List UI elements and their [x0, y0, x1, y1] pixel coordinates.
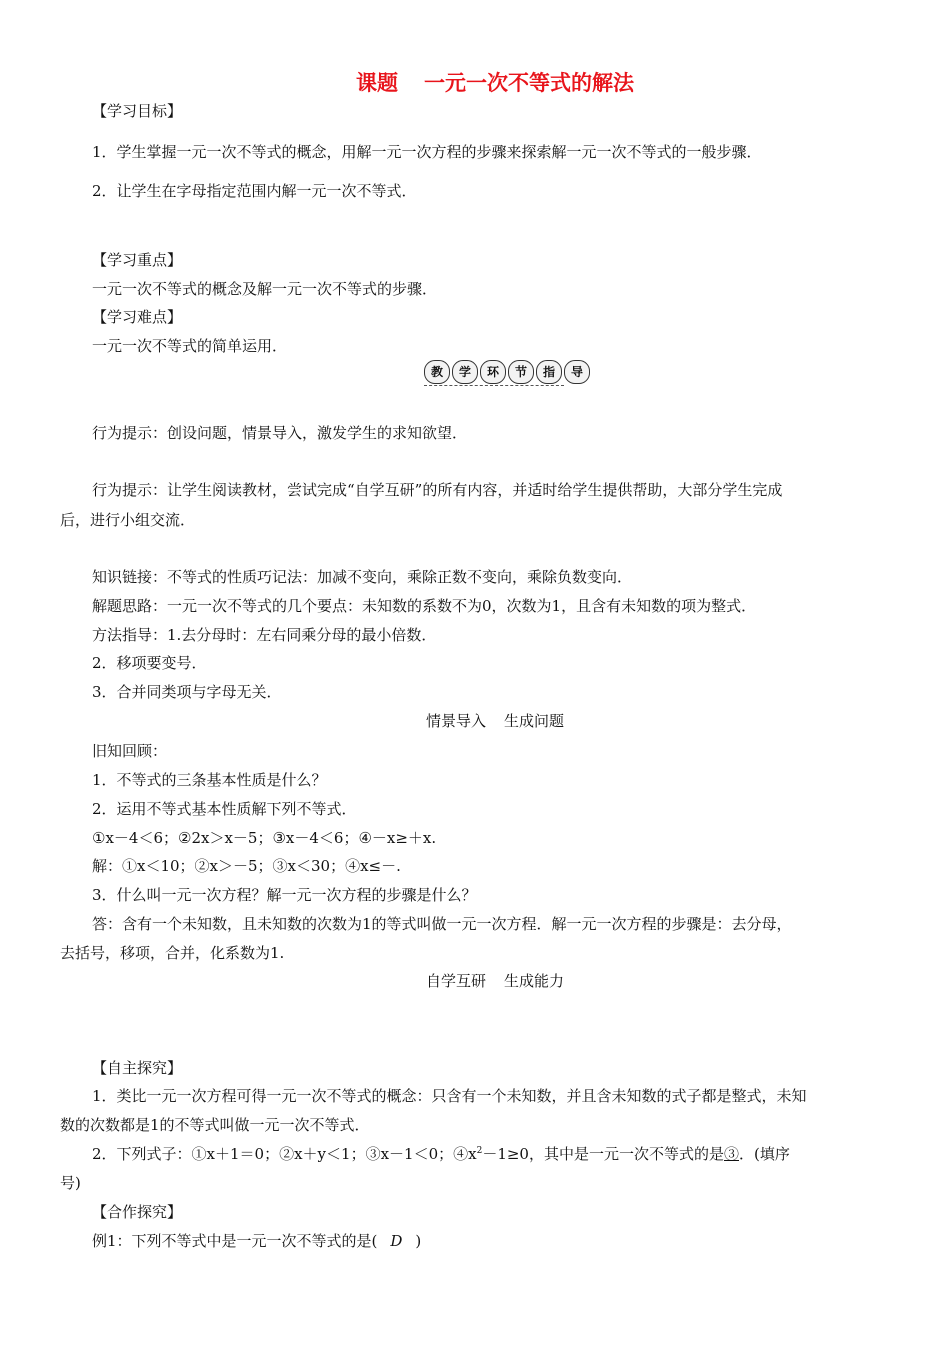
key-points-heading: 【学习重点】: [92, 251, 183, 269]
answer-blank: ③: [723, 1145, 739, 1163]
objectives-heading: 【学习目标】: [92, 102, 183, 120]
review-heading: 旧知回顾：: [92, 742, 168, 760]
review-q1: 1．不等式的三条基本性质是什么？: [92, 771, 327, 789]
section-heading-2: 自学互研 生成能力: [425, 972, 565, 990]
example-answer: D: [390, 1232, 403, 1250]
explore-p2-line-1: 2．下列式子：①x＋1＝0；②x＋y＜1；③x－1＜0；$④x^2-1\ge 0$，其中是一元一次不等式的是③．(填序: [92, 1145, 790, 1163]
banner-char: 指: [536, 360, 562, 384]
section-heading-1: 情景导入 生成问题: [425, 712, 565, 730]
explore-heading: 【自主探究】: [92, 1059, 183, 1077]
objective-1: 1．学生掌握一元一次不等式的概念，用解一元一次方程的步骤来探索解一元一次不等式的一般步骤．: [92, 143, 762, 161]
hint-1: 行为提示：创设问题，情景导入，激发学生的求知欲望．: [92, 424, 468, 442]
explore-p2-line-2: 号): [60, 1174, 81, 1192]
review-a3-line-1: 答：含有一个未知数，且未知数的次数为1的等式叫做一元一次方程．解一元一次方程的步骤是：去分母，: [92, 915, 792, 933]
method-guide: 方法指导：1.去分母时：左右同乘分母的最小倍数．: [92, 626, 437, 644]
solving-idea: 解题思路：一元一次不等式的几个要点：未知数的系数不为0，次数为1，且含有未知数的项为整式．: [92, 597, 757, 615]
teaching-guide-banner: [424, 360, 583, 388]
review-a3-line-2: 去括号，移项，合并，化系数为1.: [60, 944, 285, 962]
coop-heading: 【合作探究】: [92, 1203, 183, 1221]
title-sub: 一元一次不等式的解法: [424, 71, 634, 95]
method-2: 2．移项要变号．: [92, 654, 207, 672]
review-q2: 2．运用不等式基本性质解下列不等式．: [92, 800, 357, 818]
key-points-text: 一元一次不等式的概念及解一元一次不等式的步骤．: [92, 280, 438, 298]
example-1: 例1：下列不等式中是一元一次不等式的是( D ): [92, 1232, 422, 1250]
hint-2-line-2: 后，进行小组交流．: [60, 511, 196, 529]
banner-char: 节: [508, 360, 534, 384]
page-title: [0, 70, 950, 96]
hint-2-line-1: 行为提示：让学生阅读教材，尝试完成“自学互研”的所有内容，并适时给学生提供帮助，大部分学生完成: [92, 481, 783, 499]
explore-p1-line-2: 数的次数都是1的不等式叫做一元一次不等式．: [60, 1116, 370, 1134]
banner-dashed-line: [424, 385, 564, 386]
title-main: 课题: [356, 71, 398, 95]
banner-char: 教: [424, 360, 450, 384]
banner-char: 导: [564, 360, 590, 384]
review-q2-answer: 解：①x＜10；②x＞－5；③x＜30；④x≤－.: [92, 857, 401, 875]
banner-char: 环: [480, 360, 506, 384]
objective-2: 2．让学生在字母指定范围内解一元一次不等式．: [92, 182, 417, 200]
review-q3: 3．什么叫一元一次方程？解一元一次方程的步骤是什么？: [92, 886, 477, 904]
knowledge-link: 知识链接：不等式的性质巧记法：加减不变向，乘除正数不变向，乘除负数变向．: [92, 568, 633, 586]
method-3: 3．合并同类项与字母无关．: [92, 683, 282, 701]
difficulties-heading: 【学习难点】: [92, 308, 183, 326]
review-q2-items: ①x－4＜6；②2x＞x－5；③x－4＜6；④－x≥＋x.: [92, 829, 437, 847]
banner-char: 学: [452, 360, 478, 384]
difficulties-text: 一元一次不等式的简单运用．: [92, 337, 288, 355]
explore-p1-line-1: 1．类比一元一次方程可得一元一次不等式的概念：只含有一个未知数，并且含未知数的式子都是整式，未知: [92, 1087, 807, 1105]
